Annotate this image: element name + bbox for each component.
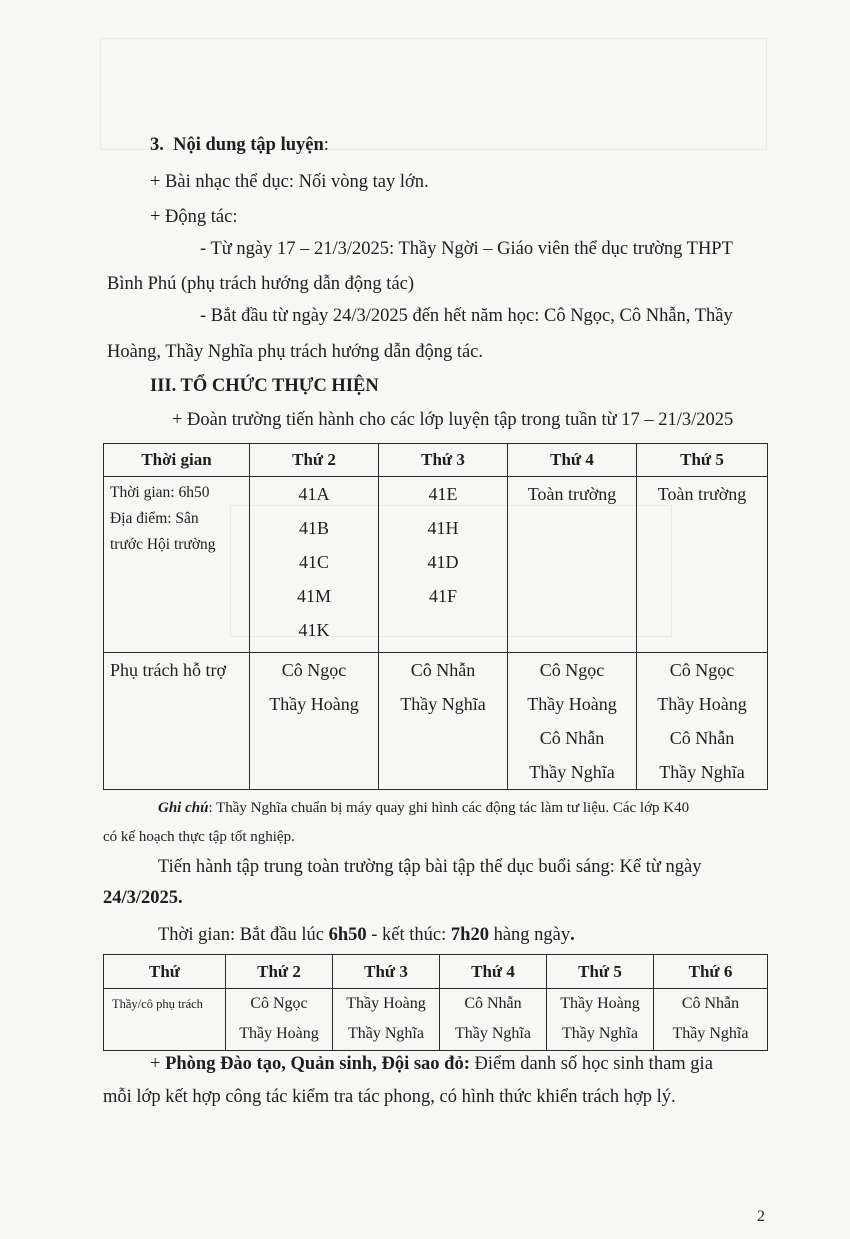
- teacher-name: Cô Ngọc: [281, 660, 347, 680]
- section-title: Nội dung tập luyện: [173, 135, 324, 155]
- header-cell: Thứ: [104, 955, 226, 989]
- section-3-heading: [150, 133, 329, 157]
- period1-line1: - Từ ngày 17 – 21/3/2025: Thầy Ngời – Giáo viên thể dục trường THPT: [200, 239, 733, 259]
- section-colon: :: [323, 135, 329, 155]
- period2-line2: Hoàng, Thầy Nghĩa phụ trách hướng dẫn động tác.: [107, 342, 484, 362]
- cell-line: Thầy/cô phụ trách: [112, 997, 203, 1011]
- closing-rest: Điểm danh số học sinh tham gia: [469, 1054, 713, 1074]
- teacher-name: Thầy Hoàng: [657, 694, 747, 714]
- teacher-name: Cô Nhẫn: [669, 728, 735, 748]
- teacher-name: Cô Nhẫn: [681, 995, 740, 1012]
- period2-line1: - Bắt đầu từ ngày 24/3/2025 đến hết năm học: Cô Ngọc, Cô Nhẫn, Thầy: [200, 306, 733, 326]
- table-row: [104, 477, 768, 653]
- header-cell: Thứ 3: [379, 444, 508, 477]
- header-cell: Thứ 6: [654, 955, 768, 989]
- teacher-name: Thầy Hoàng: [560, 995, 640, 1012]
- section-iii-title: III. TỔ CHỨC THỰC HIỆN: [150, 376, 379, 396]
- section-number: 3.: [150, 135, 164, 155]
- class-list-cell: [379, 477, 508, 653]
- cell-line: trước Hội trường: [110, 536, 216, 553]
- assembly-time-line: [158, 923, 575, 947]
- header-cell: Thứ 4: [440, 955, 547, 989]
- teacher-name: Thầy Nghĩa: [455, 1025, 531, 1042]
- start-time: 6h50: [328, 925, 367, 945]
- time-prefix: Thời gian: Bắt đầu lúc: [158, 925, 329, 945]
- class-name: 41D: [427, 552, 459, 572]
- teacher-name: Thầy Nghĩa: [400, 694, 486, 714]
- table-row: [104, 653, 768, 790]
- teacher-name: Thầy Hoàng: [239, 1025, 319, 1042]
- teacher-name: Thầy Hoàng: [346, 995, 426, 1012]
- note-line2: có kế hoạch thực tập tốt nghiệp.: [103, 829, 295, 845]
- period1-line2: Bình Phú (phụ trách hướng dẫn động tác): [107, 274, 415, 294]
- table-header-row: [104, 444, 768, 477]
- teacher-name: Thầy Nghĩa: [529, 762, 615, 782]
- header-cell: Thứ 5: [547, 955, 654, 989]
- teacher-name: Cô Ngọc: [250, 995, 308, 1012]
- cell-line: Địa điểm: Sân: [110, 510, 199, 527]
- duty-cell: [226, 989, 333, 1051]
- table-header-row: [104, 955, 768, 989]
- teacher-name: Thầy Hoàng: [269, 694, 359, 714]
- time-place-cell: [104, 477, 250, 653]
- teacher-name: Cô Ngọc: [669, 660, 735, 680]
- duty-cell: [547, 989, 654, 1051]
- support-cell: [250, 653, 379, 790]
- class-list-cell: [508, 477, 637, 653]
- time-dot: .: [570, 925, 575, 945]
- duty-cell: [333, 989, 440, 1051]
- teacher-name: Thầy Nghĩa: [672, 1025, 749, 1042]
- support-cell: [637, 653, 768, 790]
- duty-cell: [654, 989, 768, 1051]
- class-name: Toàn trường: [527, 484, 617, 504]
- header-cell: Thứ 3: [333, 955, 440, 989]
- note-line1: [158, 796, 689, 820]
- class-list-cell: [250, 477, 379, 653]
- teacher-name: Thầy Nghĩa: [659, 762, 745, 782]
- closing-departments: Phòng Đào tạo, Quản sinh, Đội sao đỏ:: [165, 1054, 470, 1074]
- class-list-cell: [637, 477, 768, 653]
- training-week-table: [103, 443, 768, 790]
- class-name: 41K: [298, 620, 330, 640]
- teacher-name: Thầy Hoàng: [527, 694, 617, 714]
- class-name: 41B: [298, 518, 329, 538]
- closing-line1: [150, 1052, 713, 1076]
- class-name: 41C: [298, 552, 329, 572]
- support-cell: [379, 653, 508, 790]
- class-name: 41A: [298, 484, 330, 504]
- section-iii-intro: + Đoàn trường tiến hành cho các lớp luyện tập trong tuần từ 17 – 21/3/2025: [172, 410, 734, 430]
- cell-line: Phụ trách hỗ trợ: [110, 660, 226, 680]
- class-name: Toàn trường: [657, 484, 747, 504]
- assembly-line: Tiến hành tập trung toàn trường tập bài tập thể dục buổi sáng: Kể từ ngày: [158, 857, 702, 877]
- class-name: 41H: [427, 518, 459, 538]
- header-cell: Thứ 2: [250, 444, 379, 477]
- time-mid: - kết thúc:: [366, 925, 451, 945]
- class-name: 41M: [296, 586, 331, 606]
- header-cell: Thứ 5: [637, 444, 768, 477]
- duty-cell: [440, 989, 547, 1051]
- support-cell: [508, 653, 637, 790]
- daily-duty-table: [103, 954, 768, 1051]
- song-line: + Bài nhạc thể dục: Nối vòng tay lớn.: [150, 172, 429, 192]
- teacher-name: Thầy Nghĩa: [562, 1025, 638, 1042]
- page-number: 2: [757, 1208, 765, 1225]
- note-text: : Thầy Nghĩa chuẩn bị máy quay ghi hình các động tác làm tư liệu. Các lớp K40: [208, 800, 690, 816]
- support-label-cell: [104, 653, 250, 790]
- teacher-name: Cô Nhẫn: [464, 995, 522, 1012]
- moves-line: + Động tác:: [150, 207, 238, 227]
- class-name: 41F: [428, 586, 457, 606]
- note-label: Ghi chú: [158, 800, 209, 816]
- cell-line: Thời gian: 6h50: [110, 484, 210, 501]
- row-label-cell: [104, 989, 226, 1051]
- closing-prefix: +: [150, 1054, 166, 1074]
- class-name: 41E: [428, 484, 458, 504]
- teacher-name: Cô Nhẫn: [410, 660, 476, 680]
- assembly-date: 24/3/2025.: [103, 888, 183, 908]
- teacher-name: Cô Ngọc: [539, 660, 605, 680]
- header-cell: Thứ 4: [508, 444, 637, 477]
- time-suffix: hàng ngày: [488, 925, 571, 945]
- header-cell: Thời gian: [104, 444, 250, 477]
- end-time: 7h20: [450, 925, 489, 945]
- table-row: [104, 989, 768, 1051]
- closing-line2: mỗi lớp kết hợp công tác kiểm tra tác phong, có hình thức khiển trách hợp lý.: [103, 1087, 676, 1107]
- teacher-name: Thầy Nghĩa: [348, 1025, 424, 1042]
- header-cell: Thứ 2: [226, 955, 333, 989]
- teacher-name: Cô Nhẫn: [539, 728, 605, 748]
